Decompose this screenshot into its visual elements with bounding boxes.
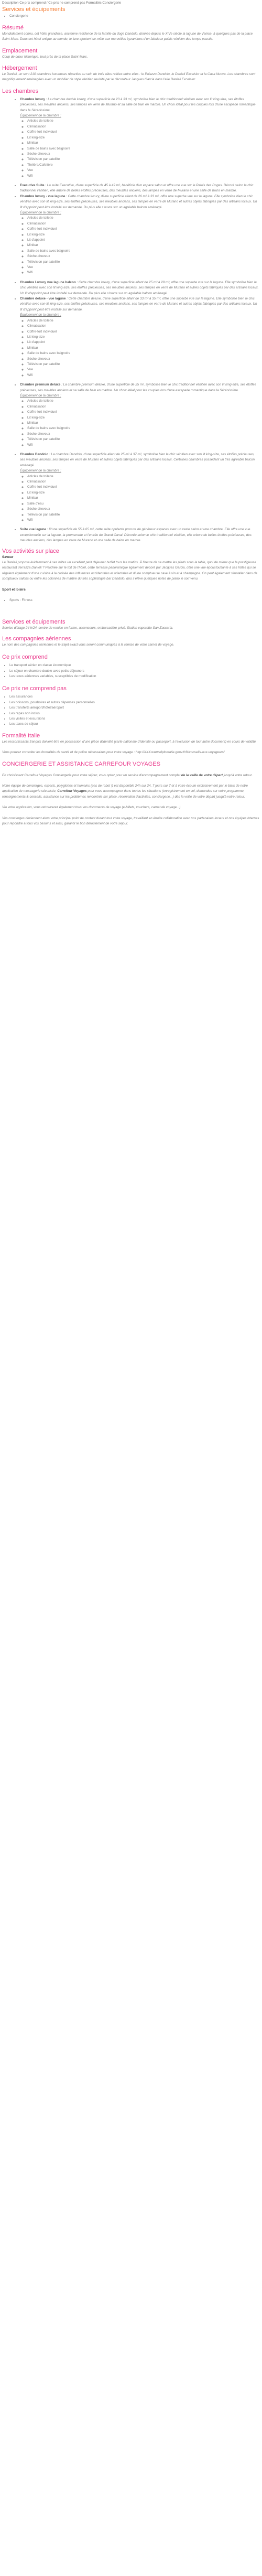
amenity-item: ◦ Salle d'eau: [27, 501, 260, 507]
amenity-item: ◦ Minibar: [27, 496, 260, 501]
list-item: • Sports : Fitness: [9, 598, 260, 603]
conciergerie-p1c: jusqu'à votre retour.: [222, 773, 253, 777]
amenity-item: ◦ Minibar: [27, 243, 260, 248]
conciergerie-p2c: pour vous accompagner dans toutes les situations (enregistrement en vol, demandes sur votre programme, renseignements & conseils, assistance sur les problèmes rencontrés sur place, réservation d'activités, conciergerie...) dès la veille de votre départ jusqu'à votre retour.: [2, 789, 245, 799]
saveur-label: Saveur: [2, 555, 14, 559]
amenity-item: ◦ Vue: [27, 265, 260, 270]
amenity-item: ◦ Sèche-cheveux: [27, 507, 260, 512]
formalite-p1: Les ressortissants français doivent être en possession d'une pièce d'identité (carte nationale d'identité ou passeport, à l'exclusion de tout autre document) en cours de validité.: [2, 739, 257, 744]
amenities-list: [20, 399, 260, 448]
amenity-item: ◦ Vue: [27, 168, 260, 173]
room-desc: : La chambre Dandolo, d'une superficie allant de 25 m² à 37 m², symbolise bien le chic vénitien avec son lit king-size, ses étoffes précieuses, ses meubles anciens, ses lampes en verre de Murano et autres objets fabriqués par des artisans locaux. Certaines chambres possèdent un très agréable balcon aménagé.: [20, 453, 255, 467]
prix-comprend-list: [2, 663, 260, 679]
hebergement-text: Le Danieli, un sont 210 chambres luxueuses réparties au sein de trois ailes reliées entre elles : le Palazzo Dandolo, le Danieli Excelsior et la Casa Nuova. Les chambres sont magnifiquement aménagées avec un mobilier de style vénitien revisité par le décorateur Jacques Garcia dans l'aile Danieli Excelsior.: [2, 72, 256, 82]
room-item: [20, 97, 260, 179]
chambres-title: Les chambres: [2, 88, 39, 94]
amenity-item: ◦ Télévision par satellite: [27, 437, 260, 442]
amenity-item: ◦ Coffre-fort individuel: [27, 485, 260, 490]
room-desc: : La suite Executive, d'une superficie de 45 à 49 m², bénéficie d'un espace salon et offre une vue sur le Palais des Doges. Décoré selon le chic traditionnel vénitien, elle arbore de belles étoffes précieuses, des meubles anciens, des lampes en verre de Murano et une salle de bains en marbre.: [20, 183, 254, 193]
amenity-item: ◦ Vue: [27, 367, 260, 372]
amenity-item: ◦ Sèche-cheveux: [27, 254, 260, 259]
formalite-p2: Vous pouvez consulter les formalités de santé et de police nécessaires pour votre voyage : http://XXX.www.diplomatie.gouv.fr/fr/conseils-aux-voyageurs/: [2, 750, 225, 755]
amenity-item: ◦ Climatisation: [27, 479, 260, 485]
sport-list: [2, 598, 260, 603]
services-list: [2, 14, 260, 19]
amenity-item: ◦ Théière/Cafetière: [27, 163, 260, 168]
room-desc: : Cette chambre deluxe, d'une superficie allant de 33 m² à 35 m², offre une superbe vue sur la lagune. Elle symbolise bien le chic vénitien avec son lit king-size, ses étoffes précieuses, ses meubles anciens, ses lampes en verre de Murano et autres objets fabriqués par des artisans locaux. Un lit d'appoint peut être installé sur demande.: [20, 297, 257, 312]
list-item: • Les taxes de séjour: [9, 722, 260, 727]
amenity-item: ◦ Articles de toilette: [27, 318, 260, 324]
conciergerie-p2a: Notre équipe de concierges, experts, polyglottes et humains (pas de robot !) est disponible 24h sur 24, 7 jours sur 7 et à votre écoute exclusivement par le biais de notre application de messagerie sécurisée,: [2, 784, 248, 793]
room-item: [20, 382, 260, 448]
amenity-item: ◦ Coffre-fort individuel: [27, 410, 260, 415]
main-content: [0, 6, 262, 827]
saveur-text: Le Danieli propose évidemment à ses hôtes un excellent petit déjeuner buffet tous les matins. À l'heure de se mettre les pieds sous la table, quoi de mieux que la prestigieuse restaurant Terrazza Danieli ? Perchée sur le toit de l'hôtel, cette terrasse panoramique également décoré par Jacques Garcia, offre une vue époustouflante à ses hôtes qui se régalent également d'une cuisine à la croisée des influences occidentales et orientales et d'une somptueuse cave à vin et à champagne. On peut également s'installer dans de somptueux salons ou entre les colonnes de marbre du très sophistiqué bar Dandolo, doù s'élève quelques notes de piano le soir venu.: [2, 560, 258, 581]
room-name: Chambre luxury - vue lagune: [20, 194, 66, 198]
conciergerie-p3: Via votre application, vous retrouverez également tous vos documents de voyage (e-billets, vouchers, carnet de voyage...): [2, 806, 181, 810]
emplacement-title: Emplacement: [2, 47, 38, 54]
conciergerie-title: CONCIERGERIE ET ASSISTANCE CARREFOUR VOYAGES: [2, 760, 160, 767]
amenity-item: ◦ Télévision par satellite: [27, 512, 260, 518]
list-item: • Les visites et excursions: [9, 716, 260, 722]
amenities-list: [20, 474, 260, 523]
amenities-label: Équipement de la chambre :: [20, 469, 61, 473]
amenity-item: ◦ Climatisation: [27, 404, 260, 410]
amenity-item: ◦ Climatisation: [27, 324, 260, 329]
amenity-item: ◦ Salle de bains avec baignoire: [27, 249, 260, 254]
services-title: Services et équipements: [2, 6, 66, 13]
list-item: • Le séjour en chambre double avec petits déjeuners: [9, 669, 260, 674]
amenity-item: ◦ Lit king-size: [27, 415, 260, 421]
amenity-item: ◦ Minibar: [27, 346, 260, 351]
amenity-item: ◦ Lit king-size: [27, 135, 260, 141]
amenity-item: ◦ Salle de bains avec baignoire: [27, 146, 260, 152]
amenity-item: ◦ Minibar: [27, 421, 260, 426]
emplacement-text: Coup de cœur historique, tout près de la place Saint-Marc.: [2, 55, 88, 59]
list-item: • Les taxes aériennes variables, susceptibles de modification: [9, 674, 260, 679]
amenity-item: ◦ Salle de bains avec baignoire: [27, 351, 260, 356]
amenity-item: ◦ Sèche-cheveux: [27, 152, 260, 157]
amenity-item: ◦ Wifi: [27, 443, 260, 448]
room-item: [20, 527, 260, 543]
services2-title: Services et équipements: [2, 619, 66, 626]
conciergerie-p2: [2, 783, 260, 800]
amenity-item: ◦ Lit d'appoint: [27, 238, 260, 243]
amenities-list: [20, 119, 260, 178]
room-name: Chambre Luxury vue lagune balcon: [20, 280, 76, 284]
amenities-list: [20, 216, 260, 275]
amenity-item: ◦ Climatisation: [27, 221, 260, 227]
prix-ne-comprend-list: [2, 694, 260, 727]
amenity-item: ◦ Télévision par satellite: [27, 260, 260, 265]
room-name: Chambre deluxe - vue lagune: [20, 297, 66, 301]
activites-title: Vos activités sur place: [2, 548, 59, 554]
amenities-label: Équipement de la chambre :: [20, 210, 61, 214]
prix-comprend-title: Ce prix comprend: [2, 654, 48, 661]
room-item: [20, 452, 260, 523]
hebergement-title: Hébergement: [2, 65, 37, 72]
conciergerie-p1a: En choisissant Carrefour Voyages Conciergerie pour votre séjour, vous optez pour un service d'accompagnement complet: [2, 773, 181, 777]
formalite-title: Formalité Italie: [2, 732, 40, 739]
amenity-item: ◦ Lit king-size: [27, 335, 260, 340]
amenity-item: ◦ Lit d'appoint: [27, 340, 260, 345]
amenity-item: ◦ Wifi: [27, 270, 260, 275]
room-name: Chambre premium deluxe: [20, 383, 61, 387]
amenity-item: ◦ Wifi: [27, 174, 260, 179]
room-item: [20, 296, 260, 378]
services2-text: Service d'étage 24 h/24, centre de remise en forme, ascenseurs, embarcadère privé. Station vaporetto San Zaccaria.: [2, 626, 173, 630]
room-name: Chambre luxury: [20, 97, 45, 101]
list-item: • Les assurances: [9, 694, 260, 700]
amenities-label: Équipement de la chambre :: [20, 114, 61, 118]
amenity-item: ◦ Articles de toilette: [27, 474, 260, 479]
amenity-item: ◦ Wifi: [27, 373, 260, 378]
amenity-item: ◦ Sèche-cheveux: [27, 357, 260, 362]
amenity-item: ◦ Coffre-fort individuel: [27, 227, 260, 232]
amenities-list: [20, 318, 260, 378]
room-item: [20, 183, 260, 194]
room-desc: : D'une superficie de 55 à 65 m², cette suite opulente procure de généreux espaces avec un vaste salon et une chambre. Elle offre une vue exceptionnelle sur la lagune, la promenade et l'entrée du Grand Canal. Décorée selon le chic traditionnel vénitien, elle arbore de belles étoffes précieuses, des meubles anciens, des lampes en verre de Murano et une salle de bains en marbre.: [20, 528, 252, 543]
amenity-item: ◦ Télévision par satellite: [27, 157, 260, 162]
room-desc: : La chambre premium deluxe, d'une superficie de 25 m², symbolise bien le chic traditionnel vénitien avec son lit king-size, ses étoffes précieuses, ses meubles anciens et sa salle de bain en marbre. Un choix idéal pour les couples lors d'une escapade romantique dans la Sérénissime.: [20, 383, 256, 392]
room-desc: : Cette chambre luxury, d'une superficie allant de 26 m² à 33 m², offre une superbe vue sur la lagune. Elle symbolise bien le chic vénitien avec son lit king-size, ses étoffes précieuses, ses meubles anciens, ses lampes en verre de Murano et autres objets fabriqués par des artisans locaux. Un lit d'appoint peut être installé sur demande. Du plus elle s'ouvre sur un agréable balcon aménagé.: [20, 194, 257, 209]
room-name: Executive Suite: [20, 183, 45, 187]
amenity-item: ◦ Lit king-size: [27, 232, 260, 238]
amenity-item: ◦ Wifi: [27, 518, 260, 523]
conciergerie-p2b: Carrefour Voyages: [57, 789, 87, 793]
conciergerie-p4: Vos concierges deviennent alors votre principal point de contact durant tout votre voyage, travaillant en étroite collaboration avec nos partenaires locaux et nos équipes internes pour répondre à tous vos besoins et ainsi, garantir le bon déroulement de votre séjour.: [2, 816, 259, 826]
room-desc: : Cette chambre luxury, d'une superficie allant de 25 m² à 28 m², offre une superbe vue sur la lagune. Elle symbolise bien le chic vénitien avec son lit king-size, ses étoffes précieuses, ses meubles anciens, ses lampes en verre de Murano et autres objets fabriqués par des artisans locaux. Un lit d'appoint peut être installé sur demande. Du plus elle s'ouvre sur un agréable balcon aménagé.: [20, 280, 259, 295]
tab-nav-line[interactable]: Description Ce prix comprend / Ce prix ne comprend pas Formalités Conciergerie: [2, 1, 122, 5]
list-item: • Le transport aérien en classe économique: [9, 663, 260, 668]
sport-label: Sport et loisirs: [2, 587, 26, 592]
amenity-item: ◦ Articles de toilette: [27, 399, 260, 404]
amenity-item: ◦ Articles de toilette: [27, 119, 260, 124]
amenity-item: ◦ Minibar: [27, 141, 260, 146]
amenities-label: Équipement de la chambre :: [20, 393, 61, 398]
room-name: Chambre Dandolo: [20, 453, 49, 457]
amenities-label: Équipement de la chambre :: [20, 313, 61, 317]
conciergerie-p1b: de la veille de votre départ: [181, 773, 223, 777]
amenity-item: ◦ Salle de bains avec baignoire: [27, 426, 260, 431]
amenity-item: ◦ Sèche-cheveux: [27, 432, 260, 437]
room-desc: : La chambre double luxury, d'une superficie de 23 à 33 m², symbolise bien le chic traditionnel vénitien avec son lit king-size, ses étoffes précieuses, ses meubles anciens, ses lampes en verre de Murano et sa salle de bain en marbre. Un choix idéal pour les couples lors d'une escapade romantique dans la Sérénissime.: [20, 97, 256, 112]
conciergerie-p1: [2, 773, 260, 778]
resume-title: Résumé: [2, 24, 24, 31]
rooms-list: [13, 97, 260, 544]
amenity-item: ◦ Articles de toilette: [27, 216, 260, 221]
room-name: Suite vue lagune: [20, 528, 47, 532]
room-item: [20, 194, 260, 276]
amenity-item: ◦ Télévision par satellite: [27, 362, 260, 367]
prix-ne-comprend-title: Ce prix ne comprend pas: [2, 685, 67, 692]
list-item: • Les boissons, pourboires et autres dépenses personnelles: [9, 700, 260, 705]
resume-text: Mondialement connu, cet hôtel grandiose, ancienne résidence de la famille du doge Dandolo, donnée depuis le XIVe siècle la lagune de Venise, à quelques pas de la place Saint-Marc. Dans cet hôtel unique au monde, le luxe ajoutent se mêle aux merveilles byzantines d'un fabuleux palais vénitien des temps passés.: [2, 31, 253, 41]
amenity-item: ◦ Lit king-size: [27, 490, 260, 496]
list-item: • Les transferts aéroport/hôtel/aéroport: [9, 705, 260, 711]
amenity-item: ◦ Coffre-fort individuel: [27, 130, 260, 135]
list-item: • Conciergerie: [9, 14, 260, 19]
amenity-item: ◦ Climatisation: [27, 124, 260, 130]
compagnies-text: Le nom des compagnies aériennes et le trajet exact vous seront communiqués à la remise de votre carnet de voyage.: [2, 642, 174, 647]
compagnies-title: Les compagnies aériennes: [2, 635, 71, 642]
amenity-item: ◦ Coffre-fort individuel: [27, 329, 260, 335]
room-item: [20, 280, 260, 296]
list-item: • Les repas non inclus: [9, 711, 260, 716]
